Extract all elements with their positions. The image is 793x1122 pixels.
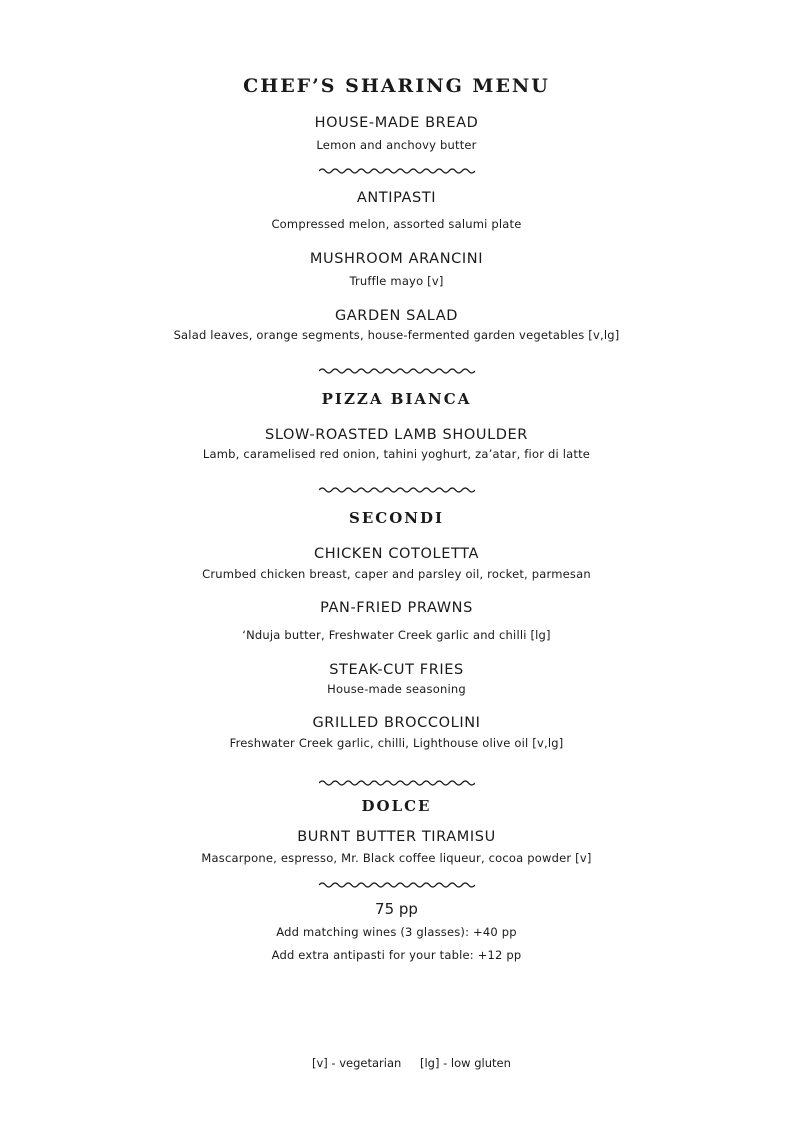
dish-desc-prawns: ‘Nduja butter, Freshwater Creek garlic and chilli [lg]: [242, 628, 551, 642]
dish-name-bread: HOUSE-MADE BREAD: [314, 115, 479, 131]
dish-name-broccolini: GRILLED BROCCOLINI: [312, 715, 481, 731]
menu-price: 75 pp: [375, 900, 418, 918]
dish-name-garden-salad: GARDEN SALAD: [334, 308, 459, 324]
wavy-divider-icon: [319, 778, 475, 788]
section-desc-antipasti: Compressed melon, assorted salumi plate: [271, 217, 522, 231]
dish-name-prawns: PAN-FRIED PRAWNS: [320, 600, 473, 616]
wavy-divider-icon: [319, 485, 475, 495]
dish-name-lamb: SLOW-ROASTED LAMB SHOULDER: [265, 427, 528, 443]
wavy-divider-icon: [319, 880, 475, 890]
dish-desc-lamb: Lamb, caramelised red onion, tahini yoghurt, za’atar, fior di latte: [202, 447, 591, 461]
dish-desc-cotoletta: Crumbed chicken breast, caper and parsley oil, rocket, parmesan: [202, 567, 591, 581]
wavy-divider-icon: [319, 366, 475, 376]
dish-desc-broccolini: Freshwater Creek garlic, chilli, Lighthouse olive oil [v,lg]: [229, 736, 564, 750]
dish-desc-tiramisu: Mascarpone, espresso, Mr. Black coffee liqueur, cocoa powder [v]: [201, 851, 592, 865]
dish-desc-arancini: Truffle mayo [v]: [349, 274, 444, 288]
section-heading-secondi: SECONDI: [348, 509, 444, 527]
legend-low-gluten: [lg] - low gluten: [420, 1056, 511, 1070]
addon-wines: Add matching wines (3 glasses): +40 pp: [276, 925, 517, 939]
section-heading-dolce: DOLCE: [361, 797, 432, 815]
dish-desc-fries: House-made seasoning: [327, 682, 466, 696]
wavy-divider-icon: [319, 166, 475, 176]
section-heading-pizza: PIZZA BIANCA: [321, 390, 472, 408]
dish-name-arancini: MUSHROOM ARANCINI: [309, 251, 484, 267]
menu-title: CHEF’S SHARING MENU: [243, 75, 550, 97]
section-heading-antipasti: ANTIPASTI: [356, 190, 437, 206]
dish-name-fries: STEAK-CUT FRIES: [329, 662, 464, 678]
dish-name-cotoletta: CHICKEN COTOLETTA: [313, 546, 480, 562]
legend-vegetarian: [v] - vegetarian: [312, 1056, 402, 1070]
dish-desc-bread: Lemon and anchovy butter: [316, 138, 477, 152]
addon-antipasti: Add extra antipasti for your table: +12 pp: [271, 948, 522, 962]
dish-name-tiramisu: BURNT BUTTER TIRAMISU: [297, 829, 496, 845]
dish-desc-garden-salad: Salad leaves, orange segments, house-fermented garden vegetables [v,lg]: [173, 328, 620, 342]
